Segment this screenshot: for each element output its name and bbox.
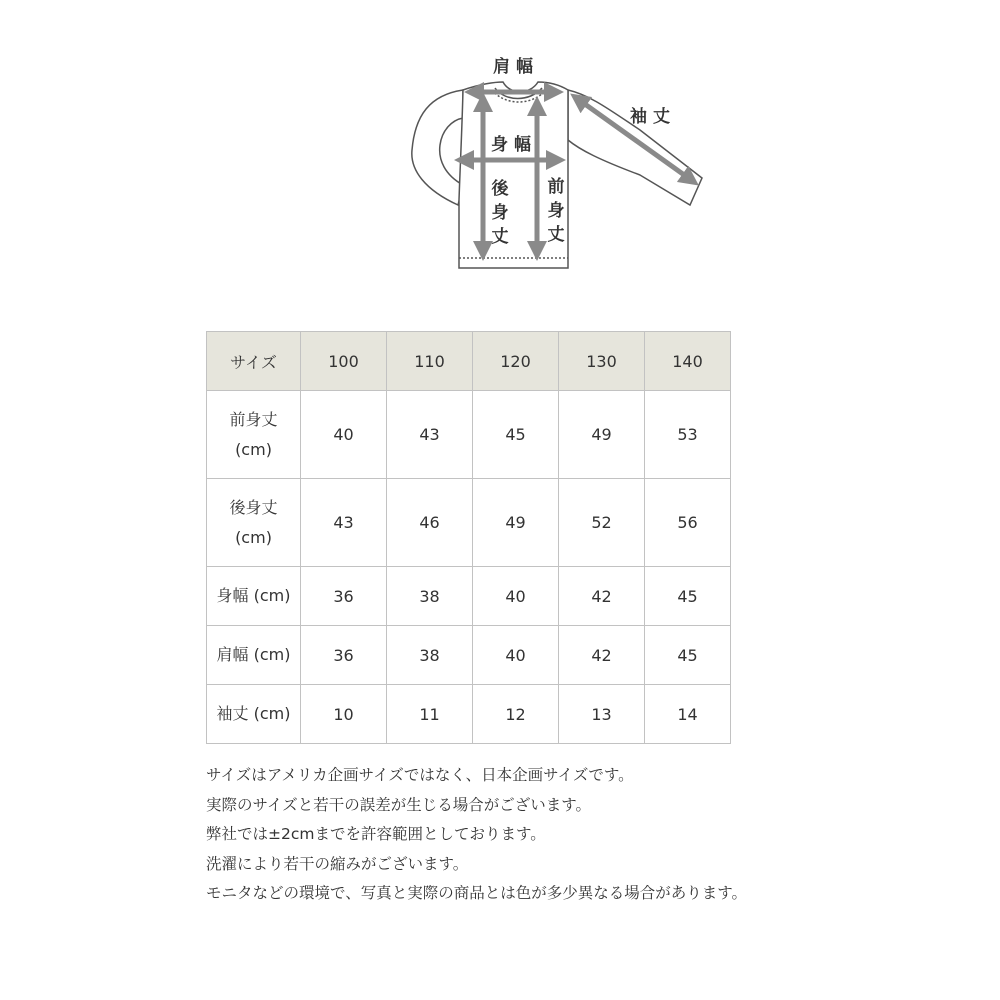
table-cell: 49 (559, 391, 645, 479)
table-cell: 42 (559, 567, 645, 626)
table-cell: 14 (645, 685, 731, 744)
table-cell: 40 (473, 626, 559, 685)
table-row-front-length (207, 391, 731, 479)
row-unit: (cm) (253, 645, 291, 664)
size-header-cell: 120 (473, 332, 559, 391)
row-label: 袖丈 (216, 704, 249, 723)
row-header (207, 479, 301, 567)
back-length-label-3: 丈 (491, 227, 509, 247)
table-row-sleeve-length (207, 685, 731, 744)
table-cell: 53 (645, 391, 731, 479)
row-unit: (cm) (235, 527, 272, 547)
row-header (207, 685, 301, 744)
back-length-label-1: 後 (491, 179, 509, 199)
table-cell: 45 (645, 567, 731, 626)
table-cell: 43 (301, 479, 387, 567)
shoulder-width-label: 肩 幅 (493, 57, 533, 77)
row-label: 身幅 (216, 586, 249, 605)
table-cell: 43 (387, 391, 473, 479)
row-label: 肩幅 (216, 645, 249, 664)
table-cell: 45 (645, 626, 731, 685)
table-cell: 10 (301, 685, 387, 744)
body-width-label: 身 幅 (491, 135, 531, 155)
table-cell: 38 (387, 567, 473, 626)
size-header-row (207, 332, 731, 391)
table-cell: 56 (645, 479, 731, 567)
table-cell: 36 (301, 626, 387, 685)
garment-measurement-diagram (395, 40, 715, 275)
size-header-cell: 110 (387, 332, 473, 391)
row-label: 前身丈 (229, 409, 278, 429)
table-cell: 45 (473, 391, 559, 479)
size-notes (206, 761, 966, 909)
size-table (206, 331, 731, 744)
table-cell: 40 (301, 391, 387, 479)
table-cell: 49 (473, 479, 559, 567)
size-header-cell: 100 (301, 332, 387, 391)
front-length-label-3: 丈 (547, 225, 565, 245)
note-line: サイズはアメリカ企画サイズではなく、日本企画サイズです。 (206, 766, 634, 784)
table-cell: 46 (387, 479, 473, 567)
table-cell: 40 (473, 567, 559, 626)
table-row-back-length (207, 479, 731, 567)
table-cell: 38 (387, 626, 473, 685)
table-row-body-width (207, 567, 731, 626)
row-header (207, 626, 301, 685)
front-length-label-1: 前 (547, 177, 565, 197)
table-row-shoulder-width (207, 626, 731, 685)
table-cell: 52 (559, 479, 645, 567)
row-unit: (cm) (253, 586, 291, 605)
table-cell: 13 (559, 685, 645, 744)
row-unit: (cm) (253, 704, 291, 723)
size-header-cell: 140 (645, 332, 731, 391)
row-header (207, 391, 301, 479)
front-length-label-2: 身 (547, 201, 565, 221)
sleeve-length-label: 袖 丈 (630, 107, 670, 127)
row-header (207, 567, 301, 626)
table-cell: 12 (473, 685, 559, 744)
table-cell: 11 (387, 685, 473, 744)
table-cell: 36 (301, 567, 387, 626)
back-length-label-2: 身 (491, 203, 509, 223)
note-line: 弊社では±2cmまでを許容範囲としております。 (206, 825, 546, 843)
note-line: 洗濯により若干の縮みがございます。 (206, 854, 469, 873)
note-line: 実際のサイズと若干の誤差が生じる場合がございます。 (206, 795, 592, 814)
size-header-cell: 130 (559, 332, 645, 391)
table-cell: 42 (559, 626, 645, 685)
size-header-label: サイズ (207, 332, 301, 391)
row-label: 後身丈 (229, 497, 278, 517)
note-line: モニタなどの環境で、写真と実際の商品とは色が多少異なる場合があります。 (206, 884, 747, 902)
row-unit: (cm) (235, 439, 272, 459)
